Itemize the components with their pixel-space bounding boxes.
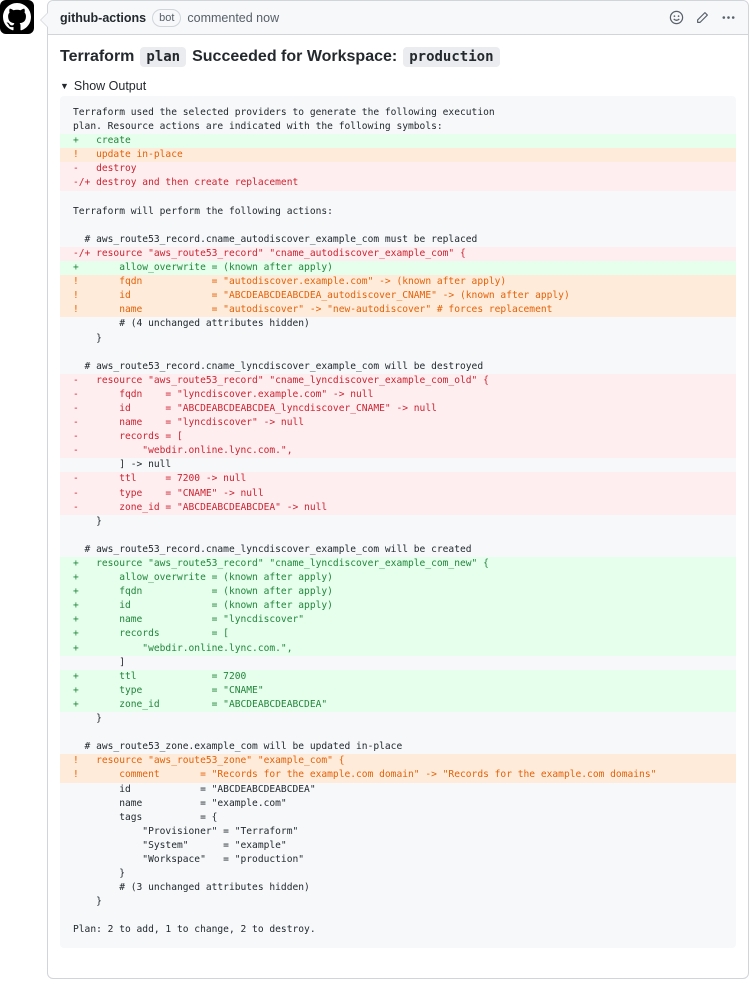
output-line: tags = { [73,811,218,823]
output-line: ! comment = "Records for the example.com domain" -> "Records for the example.com domains" [60,768,736,782]
kebab-horizontal-icon[interactable] [720,10,736,26]
output-line: } [73,515,102,527]
output-line: -/+ destroy and then create replacement [60,176,736,190]
title-command-code: plan [140,47,186,67]
github-logo-icon [3,3,31,31]
output-line: - records = [ [60,430,736,444]
output-line: "System" = "example" [73,839,287,851]
output-line: -/+ resource "aws_route53_record" "cname_autodiscover_example_com" { [60,247,736,261]
output-line: # aws_route53_record.cname_lyncdiscover_example_com will be created [73,543,472,555]
output-line [60,529,736,543]
output-line: - ttl = 7200 -> null [60,472,736,486]
output-line: + fqdn = (known after apply) [60,585,736,599]
details-summary[interactable] [60,79,736,93]
output-line [60,909,736,923]
output-line: } [73,868,125,880]
title-prefix: Terraform [60,48,135,65]
output-line: } [73,896,102,908]
output-line [60,346,736,360]
pencil-icon[interactable] [694,10,710,26]
output-line: ] -> null [73,459,172,471]
comment-header [48,1,748,35]
output-line: + allow_overwrite = (known after apply) [60,571,736,585]
output-line [60,191,736,205]
output-line: - type = "CNAME" -> null [60,487,736,501]
output-line [60,726,736,740]
comment-title [60,47,736,67]
output-line: + zone_id = "ABCDEABCDEABCDEA" [60,698,736,712]
output-line: + create [60,134,736,148]
comment-actions [668,10,736,26]
output-line: name = "example.com" [73,797,287,809]
output-line: - name = "lyncdiscover" -> null [60,416,736,430]
output-line: - resource "aws_route53_record" "cname_lyncdiscover_example_com_old" { [60,374,736,388]
author-link[interactable]: github-actions [60,10,147,25]
output-line: plan. Resource actions are indicated with the following symbols: [73,121,443,133]
output-line: ! resource "aws_route53_zone" "example_com" { [60,754,736,768]
output-line [60,219,736,233]
output-line: + "webdir.online.lync.com.", [60,642,736,656]
output-line: + name = "lyncdiscover" [60,613,736,627]
output-line: # (4 unchanged attributes hidden) [73,318,310,330]
triangle-down-icon: ▼ [60,81,69,91]
avatar[interactable] [0,0,34,34]
title-middle: Succeeded for Workspace: [192,48,398,65]
output-line: - destroy [60,162,736,176]
output-line: } [73,713,102,725]
output-line: "Workspace" = "production" [73,853,305,865]
output-line: + resource "aws_route53_record" "cname_lyncdiscover_example_com_new" { [60,557,736,571]
output-line: id = "ABCDEABCDEABCDEA" [73,783,316,795]
output-line: - zone_id = "ABCDEABCDEABCDEA" -> null [60,501,736,515]
smiley-icon[interactable] [668,10,684,26]
output-line: ! update in-place [60,148,736,162]
output-line: - id = "ABCDEABCDEABCDEA_lyncdiscover_CNAME" -> null [60,402,736,416]
output-line: # aws_route53_zone.example_com will be updated in-place [73,741,403,753]
output-line: Plan: 2 to add, 1 to change, 2 to destroy. [73,924,316,936]
comment-timestamp[interactable]: commented now [187,10,280,25]
output-line: # (3 unchanged attributes hidden) [73,882,310,894]
output-line: # aws_route53_record.cname_lyncdiscover_example_com will be destroyed [73,360,484,372]
output-line: - fqdn = "lyncdiscover.example.com" -> null [60,388,736,402]
comment-box [47,0,749,979]
output-line: ! fqdn = "autodiscover.example.com" -> (known after apply) [60,275,736,289]
bot-badge: bot [152,9,181,27]
title-workspace-code: production [403,47,499,67]
summary-label: Show Output [73,79,147,93]
output-line: Terraform will perform the following actions: [73,205,333,217]
comment-body [48,35,748,948]
output-line: + records = [ [60,627,736,641]
output-line: ! name = "autodiscover" -> "new-autodiscover" # forces replacement [60,303,736,317]
output-line: ! id = "ABCDEABCDEABCDEA_autodiscover_CNAME" -> (known after apply) [60,289,736,303]
output-line: Terraform used the selected providers to generate the following execution [73,107,495,118]
output-line: # aws_route53_record.cname_autodiscover_example_com must be replaced [73,233,478,245]
terraform-output [60,96,736,948]
output-line: ] [73,656,125,668]
output-line: } [73,332,102,344]
output-line: - "webdir.online.lync.com.", [60,444,736,458]
output-line: + allow_overwrite = (known after apply) [60,261,736,275]
output-line: + id = (known after apply) [60,599,736,613]
output-line: + ttl = 7200 [60,670,736,684]
output-line: "Provisioner" = "Terraform" [73,825,299,837]
output-line: + type = "CNAME" [60,684,736,698]
